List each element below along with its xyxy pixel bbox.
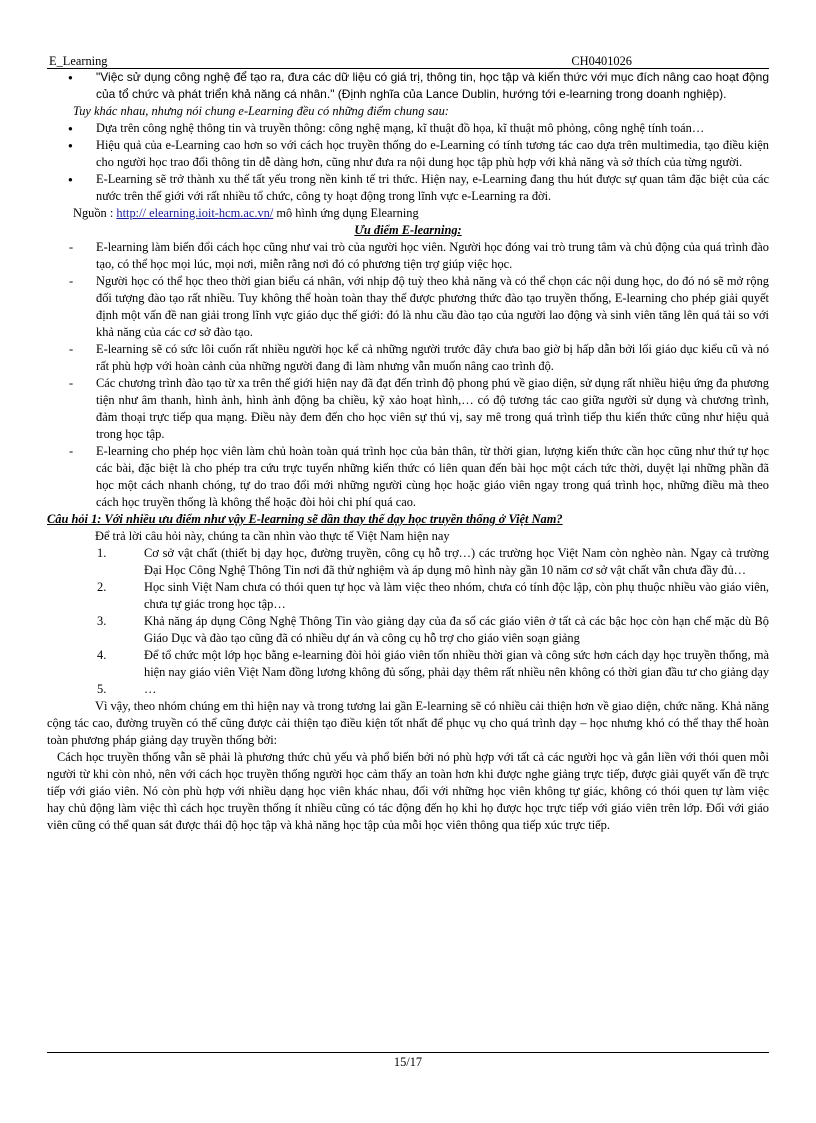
- answer-text: Khả năng áp dụng Công Nghệ Thông Tin vào giảng dạy của đa số các giáo viên ở tất cả các bậc học còn hạn chế mặc dù Bộ Giáo Dục và đào tạo cũng đã có nhiều dự án và công cụ hỗ trợ cho giáo viên soạn giảng: [144, 614, 769, 645]
- advantage-item: - E-learning cho phép học viên làm chủ hoàn toàn quá trình học của bản thân, từ thời gian, lượng kiến thức cần học cũng như thứ tự học các bài, đặc biệt là cho phép tra cứu trực tuyến những kiến thức có liên quan đến bài học một cách tức thời, duyệt lại những phần đã học một cách nhanh chóng, tự do trao đổi mới những người cùng học hoặc giáo viên ngay trong quá trình học, những điều mà theo cách học truyền thống là không thể hoặc đòi hỏi chi phí quá cao.: [47, 443, 769, 511]
- answer-point: [47, 647, 769, 681]
- conclusion-paragraph: Cách học truyền thống vẫn sẽ phải là phương thức chủ yếu và phổ biến bởi nó phù hợp với tất cả các người học và gắn liền với thói quen mỗi người từ khi còn nhỏ, nên với cách học truyền thống người học cảm thấy an toàn hơn khi được nghe giảng trực tiếp, được giải quyết vấn đề trực tiếp với giáo viên. Nó còn phù hợp với nhiều dạng học viên khác nhau, đối với những học viên không tự giác, không có thói quen tự làm việc hay chủ động làm việc thì cách học truyền thống ít nhiều cũng có tác động đến họ khi họ được học trực tiếp với giáo viên trên lớp. Đối với giáo viên cũng có thể quan sát được thái độ học tập và khả năng học tập của mỗi học viên thông qua tiếp xúc trực tiếp.: [47, 750, 769, 832]
- advantage-item: - E-learning sẽ có sức lôi cuốn rất nhiều người học kể cả những người trước đây chưa bao giờ bị hấp dẫn bởi lối giáo dục kiểu cũ và nó rất phù hợp với hoàn cảnh của những người đang đi làm nhưng vẫn muốn nâng cao trình độ.: [47, 341, 769, 375]
- advantages-list: [47, 239, 769, 511]
- page-footer: [47, 1052, 769, 1071]
- advantages-title: Ưu điểm E-learning:: [354, 223, 462, 237]
- intro-bullet: ● "Việc sử dụng công nghệ để tạo ra, đưa các dữ liệu có giá trị, thông tin, học tập và kiến thức với mục đích nâng cao hoạt động của tổ chức và phát triển khả năng cá nhân." (Định nghĩa của Lance Dublin, hướng tới e-learning trong doanh nghiệp).: [47, 69, 769, 103]
- source-label: Nguồn :: [73, 206, 117, 220]
- answer-point: [47, 579, 769, 613]
- answer-point: [47, 613, 769, 647]
- common-point: ● Dựa trên công nghệ thông tin và truyền thông: công nghệ mạng, kĩ thuật đồ họa, kĩ thuật mô phỏng, công nghệ tính toán…: [47, 120, 769, 137]
- answer-text: …: [144, 682, 157, 696]
- advantage-item: - E-learning làm biến đổi cách học cũng như vai trò của người học viên. Người học đóng vai trò trung tâm và chủ động của quá trình đào tạo, có thể học mọi lúc, mọi nơi, miễn rằng nơi đó có phương tiện trợ giúp việc học.: [47, 239, 769, 273]
- answer-points-list: [47, 545, 769, 698]
- source-link[interactable]: http:// elearning.ioit-hcm.ac.vn/: [116, 206, 274, 220]
- header-right: CH0401026: [571, 54, 632, 68]
- conclusion-paragraph: Vì vậy, theo nhóm chúng em thì hiện nay và trong tương lai gần E-learning sẽ có nhiều cải thiện hơn về giao diện, chức năng. Khả năng cộng tác cao, đường truyền có thể cũng được cải thiện tạo điều kiện tốt nhất để phục vụ cho quá trình dạy – học nhưng khó có thể thay thế hoàn toàn phương pháp giảng dạy truyền thống bởi:: [47, 699, 769, 747]
- common-point: ● Hiệu quả của e-Learning cao hơn so với cách học truyền thống do e-Learning có tính tương tác cao dựa trên multimedia, tạo điều kiện cho người học trao đổi thông tin dễ dàng hơn, cũng như đưa ra nội dung học tập phù hợp với khả năng và sở thích của từng người.: [47, 137, 769, 171]
- answer-number: 3.: [97, 614, 107, 628]
- answer-number: 5.: [97, 682, 107, 696]
- answer-number: 1.: [97, 546, 107, 560]
- common-heading: Tuy khác nhau, nhưng nói chung e-Learning đều có những điểm chung sau:: [73, 104, 449, 118]
- answer-point: [47, 545, 769, 579]
- header-left: E_Learning: [49, 54, 108, 68]
- answer-intro: Để trả lời câu hỏi này, chúng ta cần nhìn vào thực tế Việt Nam hiện nay: [95, 529, 450, 543]
- source-rest: mô hình ứng dụng Elearning: [273, 206, 419, 220]
- common-points-list: [47, 120, 769, 205]
- common-point: ● E-Learning sẽ trở thành xu thế tất yếu trong nền kinh tế tri thức. Hiện nay, e-Learning đang thu hút được sự quan tâm đặc biệt của các nước trên thế giới với rất nhiều tổ chức, công ty hoạt động trong lĩnh vực e-Learning ra đời.: [47, 171, 769, 205]
- question-heading: Câu hỏi 1: Với nhiều ưu điểm như vậy E-learning sẽ dần thay thế dạy học truyền thống ở Việt Nam?: [47, 512, 563, 526]
- advantage-item: - Các chương trình đào tạo từ xa trên thế giới hiện nay đã đạt đến trình độ phong phú về giao diện, sử dụng rất nhiều hiệu ứng đa phương tiện như âm thanh, hình ảnh, hình ảnh động ba chiều, kỹ xảo hoạt hình,… có độ tương tác cao giữa người sử dụng và chương trình, đảm thoại trực tiếp qua mạng. Điều này đem đến cho học viên sự thú vị, say mê trong quá trình tiếp thu kiến thức cũng như hiệu quả trong học tập.: [47, 375, 769, 443]
- document-page: [47, 54, 769, 834]
- answer-text: Học sinh Việt Nam chưa có thói quen tự học và làm việc theo nhóm, chưa có tính độc lập, còn phụ thuộc nhiều vào giáo viên, chưa tự giác trong học tập…: [144, 580, 769, 611]
- answer-text: Cơ sở vật chất (thiết bị dạy học, đường truyền, công cụ hỗ trợ…) các trường học Việt Nam còn nghèo nàn. Ngay cả trường Đại Học Công Nghệ Thông Tin nơi đã thử nghiệm và áp dụng mô hình này gần 10 năm cơ sở vật chất vẫn chưa đầy đủ…: [144, 546, 769, 577]
- answer-number: 2.: [97, 580, 107, 594]
- advantage-item: - Người học có thể học theo thời gian biểu cá nhân, với nhịp độ tuỳ theo khả năng và có thể chọn các nội dung học, do đó nó sẽ mở rộng đối tượng đào tạo rất nhiều. Tuy không thể hoàn toàn thay thế được phương thức đào tạo truyền thống, E-learning cho phép giải quyết định một vấn đề nan giải trong lĩnh vực giáo dục thế giới: đó là nhu cầu đào tạo của người lao động và sinh viên tăng lên quá tải so với khả năng của các cơ sở đào tạo.: [47, 273, 769, 341]
- page-header: [47, 54, 769, 69]
- source-line: [47, 205, 769, 222]
- page-number: 15/17: [393, 1055, 423, 1069]
- answer-text: Để tổ chức một lớp học bằng e-learning đòi hỏi giáo viên tốn nhiều thời gian và công sức hơn cách dạy học truyền thống, mà hiện nay giáo viên Việt Nam đồng lương không đủ sống, phải dạy thêm rất nhiều nên không có thời gian đầu tư cho giảng dạy: [144, 648, 770, 679]
- intro-list: [47, 69, 769, 103]
- answer-point: [47, 681, 769, 698]
- answer-number: 4.: [97, 648, 107, 662]
